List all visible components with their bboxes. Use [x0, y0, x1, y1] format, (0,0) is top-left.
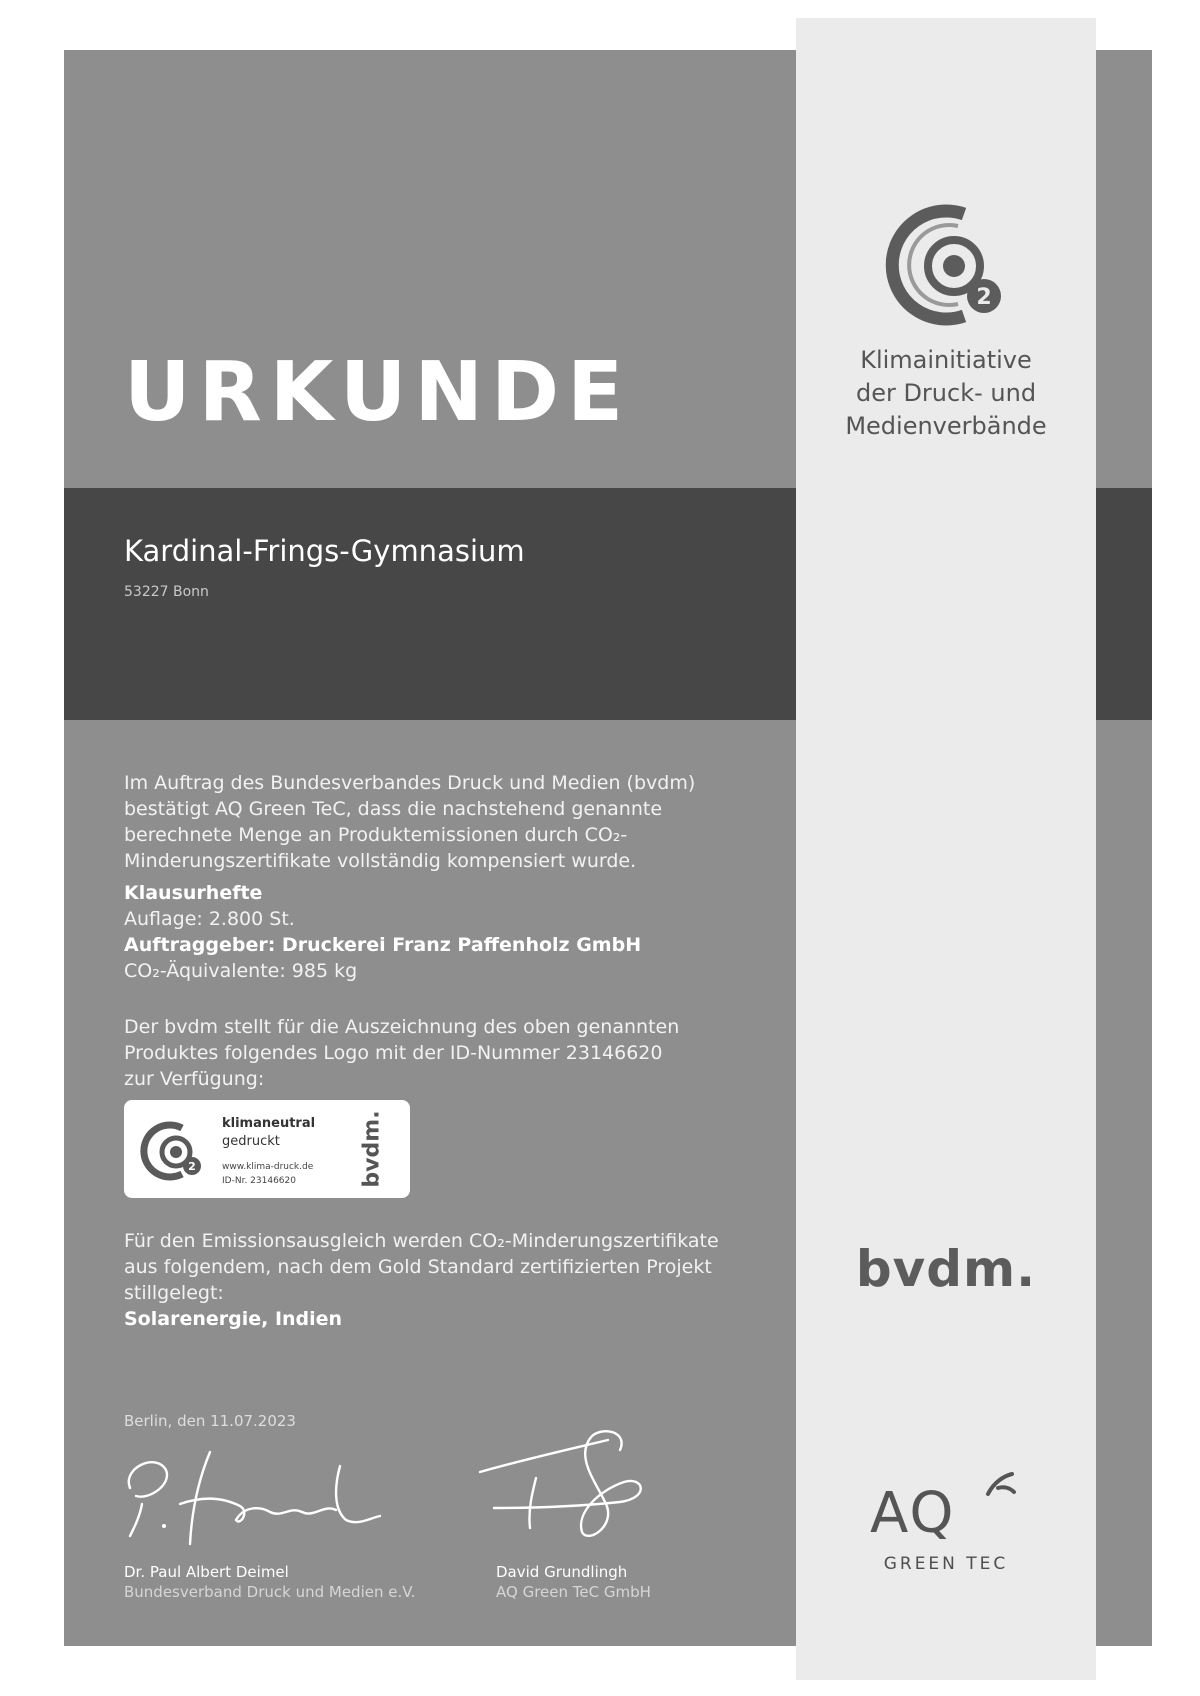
- label-title: klimaneutral: [222, 1116, 316, 1131]
- signature-deimel: [118, 1440, 408, 1550]
- signer-name: Dr. Paul Albert Deimel: [124, 1563, 289, 1581]
- label-url: www.klima-druck.de: [222, 1162, 314, 1172]
- recipient-name: Kardinal-Frings-Gymnasium: [124, 534, 525, 568]
- project-name: Solarenergie, Indien: [124, 1308, 343, 1330]
- bvdm-logo: bvdm.: [855, 1240, 1037, 1298]
- co2-logo-icon: [138, 1118, 204, 1184]
- offset-paragraph: [124, 1228, 764, 1306]
- signer-org: AQ Green TeC GmbH: [496, 1583, 651, 1601]
- product-name: Klausurhefte: [124, 882, 263, 904]
- logo-note-line: Produktes folgendes Logo mit der ID-Nummer 23146620: [124, 1042, 663, 1064]
- co2-initiative-logo-icon: [872, 194, 1012, 334]
- offset-line: stillgelegt:: [124, 1282, 224, 1304]
- svg-text:2: 2: [188, 1160, 196, 1173]
- leaf-icon: [988, 1474, 1014, 1494]
- label-subtitle: gedruckt: [222, 1134, 280, 1149]
- intro-line: bestätigt AQ Green TeC, dass die nachstehend genannte: [124, 798, 663, 820]
- signer-name: David Grundlingh: [496, 1563, 628, 1581]
- signer-org: Bundesverband Druck und Medien e.V.: [124, 1583, 416, 1601]
- product-quantity: Auflage: 2.800 St.: [124, 908, 295, 930]
- recipient-city: 53227 Bonn: [124, 584, 209, 600]
- logo-note-line: zur Verfügung:: [124, 1068, 265, 1090]
- place-date: Berlin, den 11.07.2023: [124, 1412, 296, 1430]
- recipient-band: [64, 488, 804, 720]
- offset-line: aus folgendem, nach dem Gold Standard zertifizierten Projekt: [124, 1256, 712, 1278]
- svg-text:2: 2: [976, 285, 992, 310]
- certificate-title: URKUNDE: [124, 345, 632, 440]
- offset-line: Für den Emissionsausgleich werden CO₂-Minderungszertifikate: [124, 1230, 719, 1252]
- label-brand: bvdm.: [359, 1110, 385, 1188]
- initiative-line: der Druck- und: [855, 379, 1037, 407]
- aq-logo-text: AQ: [870, 1481, 956, 1542]
- certificate-panel-edge: [1096, 50, 1152, 1646]
- signature-grundlingh: [474, 1420, 674, 1550]
- logo-note-paragraph: [124, 1014, 764, 1092]
- climate-neutral-label: [124, 1100, 410, 1198]
- initiative-line: Medienverbände: [845, 412, 1047, 440]
- initiative-line: Klimainitiative: [860, 346, 1032, 374]
- aq-subtitle: GREEN TEC: [883, 1554, 1009, 1574]
- intro-line: Im Auftrag des Bundesverbandes Druck und Medien (bvdm): [124, 772, 696, 794]
- initiative-name: [798, 344, 1094, 443]
- product-client: Auftraggeber: Druckerei Franz Paffenholz GmbH: [124, 934, 642, 956]
- intro-line: berechnete Menge an Produktemissionen durch CO₂-: [124, 824, 628, 846]
- product-details: [124, 880, 764, 984]
- project-block: [124, 1306, 764, 1332]
- recipient-band-edge: [1096, 488, 1152, 720]
- product-co2: CO₂-Äquivalente: 985 kg: [124, 960, 358, 982]
- label-id: ID-Nr. 23146620: [222, 1176, 296, 1186]
- intro-paragraph: [124, 770, 764, 874]
- logo-note-line: Der bvdm stellt für die Auszeichnung des oben genannten: [124, 1016, 680, 1038]
- aq-green-tec-logo: [860, 1468, 1030, 1542]
- intro-line: Minderungszertifikate vollständig kompensiert wurde.: [124, 850, 637, 872]
